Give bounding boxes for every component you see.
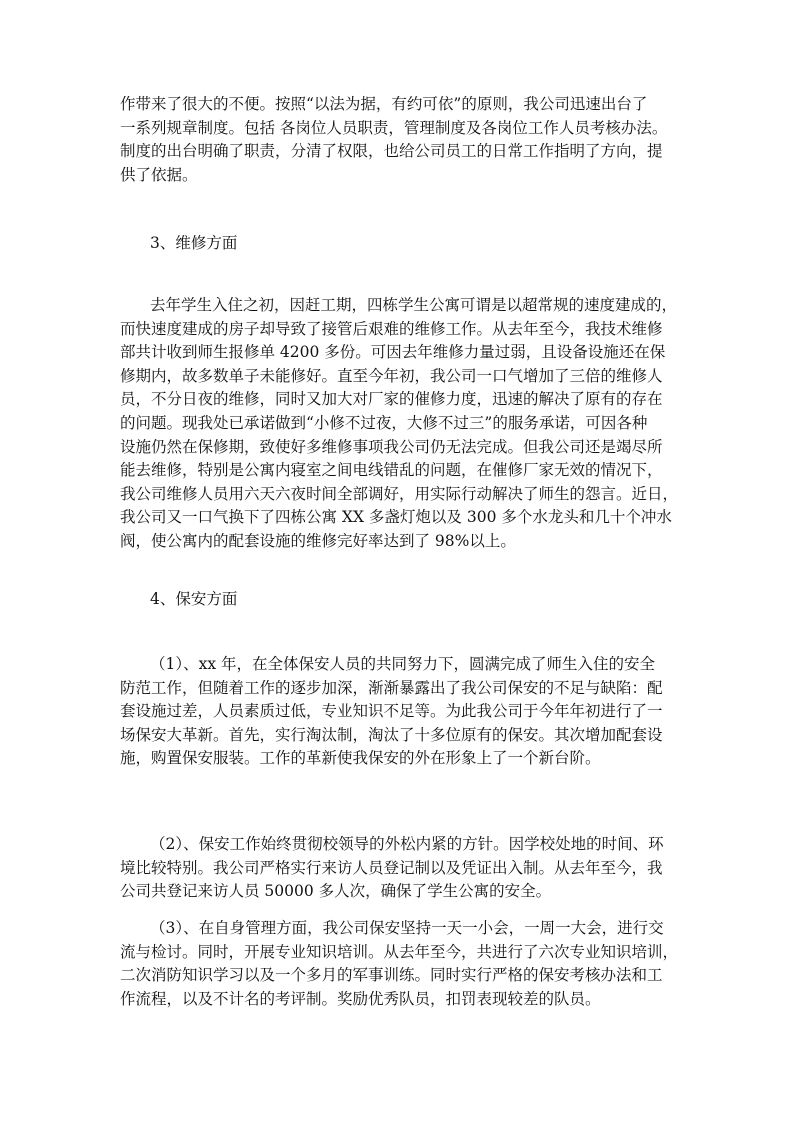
text-line: 场保安大革新。首先，实行淘汰制，淘汰了十多位原有的保安。其次增加配套设 xyxy=(120,725,663,744)
text-line: 我公司维修人员用六天六夜时间全部调好，用实际行动解决了师生的怨言。近日， xyxy=(120,484,679,503)
security-paragraph-3 xyxy=(120,917,682,1011)
text-line: 员，不分日夜的维修，同时又加大对厂家的催修力度，迅速的解决了原有的存在 xyxy=(120,390,663,409)
text-line: 境比较特别。我公司严格实行来访人员登记制以及凭证出入制。从去年至今，我 xyxy=(120,858,663,877)
text-line: 制度的出台明确了职责，分清了权限，也给公司员工的日常工作指明了方向，提 xyxy=(120,142,663,161)
text-line: 去年学生入住之初，因赶工期，四栋学生公寓可谓是以超常规的速度建成的， xyxy=(150,296,678,314)
text-line: 设施仍然在保修期，致使好多维修事项我公司仍无法完成。但我公司还是竭尽所 xyxy=(120,437,663,456)
text-line: 供了依据。 xyxy=(120,165,198,184)
text-line: 施，购置保安服装。工作的革新使我保安的外在形象上了一个新台阶。 xyxy=(120,749,601,768)
text-line: 套设施过差，人员素质过低，专业知识不足等。为此我公司于今年年初进行了一 xyxy=(120,702,663,721)
text-line: 二次消防知识学习以及一个多月的军事训练。同时实行严格的保安考核办法和工 xyxy=(120,966,663,985)
repair-paragraph xyxy=(120,294,682,554)
section-heading-security: 4、保安方面 xyxy=(150,590,238,608)
text-line: 修期内，故多数单子未能修好。直至今年初，我公司一口气增加了三倍的维修人 xyxy=(120,366,663,385)
text-line: （1）、xx 年，在全体保安人员的共同努力下，圆满完成了师生入住的安全 xyxy=(150,655,656,673)
text-line: 作流程，以及不计名的考评制。奖励优秀队员，扣罚表现较差的队员。 xyxy=(120,989,601,1008)
text-line: 阀，使公寓内的配套设施的维修完好率达到了 98%以上。 xyxy=(120,531,516,550)
text-line: （3）、在自身管理方面，我公司保安坚持一天一小会，一周一大会，进行交 xyxy=(150,919,664,937)
text-line: 部共计收到师生报修单 4200 多份。可因去年维修力量过弱，且设备设施还在保 xyxy=(120,343,666,362)
text-line: 作带来了很大的不便。按照“以法为据，有约可依”的原则，我公司迅速出台了 xyxy=(120,95,648,113)
text-line: （2）、保安工作始终贯彻校领导的外松内紧的方针。因学校处地的时间、环 xyxy=(150,835,664,853)
text-line: 能去维修，特别是公寓内寝室之间电线错乱的问题，在催修厂家无效的情况下， xyxy=(120,461,663,480)
text-line: 的问题。现我处已承诺做到“小修不过夜，大修不过三”的服务承诺，可因各种 xyxy=(120,413,648,432)
text-line: 公司共登记来访人员 50000 多人次，确保了学生公寓的安全。 xyxy=(120,882,552,901)
section-heading-repair: 3、维修方面 xyxy=(150,234,238,252)
text-line: 一系列规章制度。包括 各岗位人员职责，管理制度及各岗位工作人员考核办法。 xyxy=(120,118,668,137)
intro-paragraph xyxy=(120,93,682,187)
security-paragraph-1 xyxy=(120,653,682,771)
text-line: 我公司又一口气换下了四栋公寓 XX 多盏灯炮以及 300 多个水龙头和几十个冲水 xyxy=(120,508,672,527)
security-paragraph-2 xyxy=(120,833,682,904)
text-line: 而快速度建成的房子却导致了接管后艰难的维修工作。从去年至今，我技术维修 xyxy=(120,319,663,338)
text-line: 流与检讨。同时，开展专业知识培训。从去年至今，共进行了六次专业知识培训， xyxy=(120,942,679,961)
text-line: 防范工作，但随着工作的逐步加深，渐渐暴露出了我公司保安的不足与缺陷：配 xyxy=(120,678,663,697)
